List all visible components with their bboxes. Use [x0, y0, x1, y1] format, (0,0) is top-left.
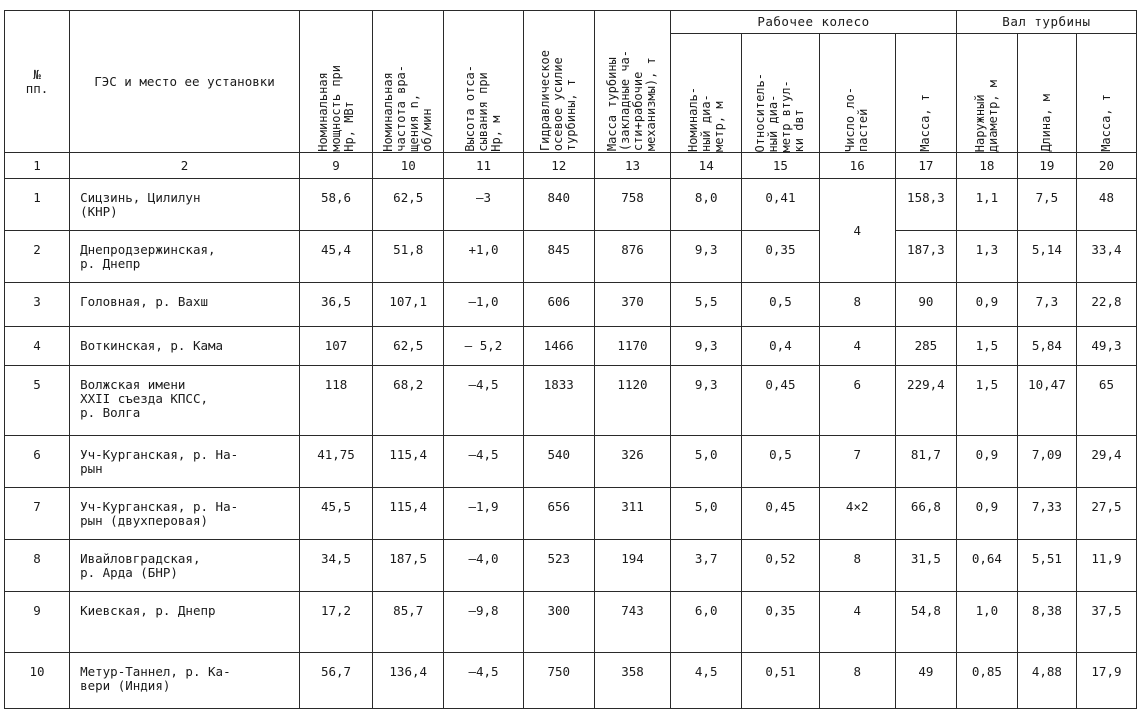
cell-shaft-diameter: 1,3	[956, 231, 1017, 283]
header-row-number: № пп.	[5, 11, 70, 153]
header-runner-mass: Масса, т	[895, 34, 956, 153]
column-number: 18	[956, 153, 1017, 179]
column-number-row	[5, 153, 1137, 179]
header-group-runner: Рабочее колесо	[671, 11, 957, 34]
column-number: 20	[1076, 153, 1136, 179]
cell-axial-force: 523	[523, 540, 594, 592]
column-number: 11	[444, 153, 523, 179]
cell-suction-height: —1,0	[444, 283, 523, 327]
header-plant-name: ГЭС и место ее установки	[70, 11, 300, 153]
cell-runner-mass: 187,3	[895, 231, 956, 283]
cell-shaft-length: 5,51	[1017, 540, 1076, 592]
cell-suction-height: —9,8	[444, 592, 523, 653]
cell-runner-diameter: 5,0	[671, 488, 742, 540]
cell-row-number: 7	[5, 488, 70, 540]
cell-shaft-diameter: 1,5	[956, 366, 1017, 436]
plant-name-text: Метур-Таннел, р. Ка- вери (Индия)	[80, 664, 231, 693]
header-shaft-diameter: Наружный диаметр, м	[956, 34, 1017, 153]
cell-plant-name	[70, 283, 300, 327]
cell-row-number: 4	[5, 327, 70, 366]
header-power: Номинальная мощность при Hр, МВт	[299, 11, 372, 153]
plant-name-text: Киевская, р. Днепр	[80, 603, 216, 618]
cell-suction-height: —4,5	[444, 653, 523, 709]
header-suction-height: Высота отса- сывания при Hр, м	[444, 11, 523, 153]
cell-plant-name	[70, 540, 300, 592]
header-shaft-length: Длина, м	[1017, 34, 1076, 153]
cell-suction-height: —4,0	[444, 540, 523, 592]
cell-shaft-mass: 29,4	[1076, 436, 1136, 488]
cell-shaft-diameter: 0,9	[956, 436, 1017, 488]
cell-suction-height: —3	[444, 179, 523, 231]
table-row	[5, 327, 1137, 366]
cell-runner-blades: 4	[819, 179, 895, 283]
cell-turbine-mass: 311	[594, 488, 670, 540]
cell-runner-mass: 90	[895, 283, 956, 327]
cell-runner-blades: 7	[819, 436, 895, 488]
column-number: 15	[742, 153, 819, 179]
cell-suction-height: —1,9	[444, 488, 523, 540]
cell-runner-diameter: 5,5	[671, 283, 742, 327]
cell-power: 45,4	[299, 231, 372, 283]
column-number: 10	[373, 153, 444, 179]
column-number: 12	[523, 153, 594, 179]
cell-shaft-mass: 65	[1076, 366, 1136, 436]
column-number: 13	[594, 153, 670, 179]
cell-runner-mass: 66,8	[895, 488, 956, 540]
cell-shaft-length: 7,3	[1017, 283, 1076, 327]
cell-frequency: 107,1	[373, 283, 444, 327]
cell-runner-hub-ratio: 0,5	[742, 436, 819, 488]
cell-runner-blades: 6	[819, 366, 895, 436]
header-runner-hub-ratio: Относитель- ный диа- метр втул- ки dвт	[742, 34, 819, 153]
table-row	[5, 366, 1137, 436]
cell-shaft-length: 5,14	[1017, 231, 1076, 283]
cell-shaft-mass: 48	[1076, 179, 1136, 231]
cell-shaft-mass: 49,3	[1076, 327, 1136, 366]
cell-runner-hub-ratio: 0,45	[742, 366, 819, 436]
cell-suction-height: —4,5	[444, 436, 523, 488]
cell-row-number: 8	[5, 540, 70, 592]
plant-name-text: Сицзинь, Цилилун (КНР)	[80, 190, 201, 219]
cell-frequency: 62,5	[373, 179, 444, 231]
cell-frequency: 136,4	[373, 653, 444, 709]
cell-runner-blades: 8	[819, 540, 895, 592]
cell-runner-blades: 4×2	[819, 488, 895, 540]
cell-shaft-mass: 33,4	[1076, 231, 1136, 283]
cell-plant-name	[70, 179, 300, 231]
cell-shaft-mass: 22,8	[1076, 283, 1136, 327]
cell-plant-name	[70, 327, 300, 366]
cell-runner-diameter: 4,5	[671, 653, 742, 709]
cell-runner-hub-ratio: 0,5	[742, 283, 819, 327]
cell-power: 107	[299, 327, 372, 366]
cell-plant-name	[70, 436, 300, 488]
cell-shaft-diameter: 0,9	[956, 283, 1017, 327]
cell-power: 41,75	[299, 436, 372, 488]
header-turbine-mass: Масса турбины (закладные ча- сти+рабочие механизмы), т	[594, 11, 670, 153]
plant-name-text: Уч-Курганская, р. На- рын (двухперовая)	[80, 499, 239, 528]
cell-row-number: 3	[5, 283, 70, 327]
table-row	[5, 436, 1137, 488]
cell-runner-diameter: 6,0	[671, 592, 742, 653]
cell-runner-mass: 31,5	[895, 540, 956, 592]
cell-runner-hub-ratio: 0,4	[742, 327, 819, 366]
cell-axial-force: 540	[523, 436, 594, 488]
cell-turbine-mass: 758	[594, 179, 670, 231]
cell-frequency: 62,5	[373, 327, 444, 366]
cell-shaft-diameter: 1,5	[956, 327, 1017, 366]
cell-turbine-mass: 743	[594, 592, 670, 653]
cell-axial-force: 1466	[523, 327, 594, 366]
cell-runner-hub-ratio: 0,45	[742, 488, 819, 540]
cell-power: 34,5	[299, 540, 372, 592]
header-runner-diameter: Номиналь- ный диа- метр, м	[671, 34, 742, 153]
cell-shaft-length: 7,09	[1017, 436, 1076, 488]
cell-shaft-mass: 17,9	[1076, 653, 1136, 709]
cell-plant-name	[70, 366, 300, 436]
column-number: 9	[299, 153, 372, 179]
cell-shaft-length: 7,5	[1017, 179, 1076, 231]
cell-row-number: 6	[5, 436, 70, 488]
column-number: 1	[5, 153, 70, 179]
cell-plant-name	[70, 231, 300, 283]
header-shaft-mass: Масса, т	[1076, 34, 1136, 153]
plant-name-text: Днепродзержинская, р. Днепр	[80, 242, 216, 271]
cell-shaft-length: 8,38	[1017, 592, 1076, 653]
cell-shaft-diameter: 1,1	[956, 179, 1017, 231]
cell-runner-hub-ratio: 0,35	[742, 231, 819, 283]
cell-turbine-mass: 370	[594, 283, 670, 327]
turbine-parameters-table	[4, 10, 1137, 709]
cell-runner-mass: 49	[895, 653, 956, 709]
cell-runner-diameter: 9,3	[671, 366, 742, 436]
cell-runner-diameter: 9,3	[671, 231, 742, 283]
cell-row-number: 1	[5, 179, 70, 231]
plant-name-text: Ивайловградская, р. Арда (БНР)	[80, 551, 201, 580]
cell-runner-diameter: 5,0	[671, 436, 742, 488]
cell-runner-diameter: 3,7	[671, 540, 742, 592]
cell-plant-name	[70, 488, 300, 540]
cell-runner-diameter: 9,3	[671, 327, 742, 366]
cell-runner-mass: 285	[895, 327, 956, 366]
cell-axial-force: 656	[523, 488, 594, 540]
cell-axial-force: 840	[523, 179, 594, 231]
cell-row-number: 9	[5, 592, 70, 653]
cell-shaft-mass: 27,5	[1076, 488, 1136, 540]
cell-shaft-diameter: 1,0	[956, 592, 1017, 653]
header-runner-blades: Число ло- пастей	[819, 34, 895, 153]
cell-runner-hub-ratio: 0,52	[742, 540, 819, 592]
header-frequency: Номинальная частота вра- щения n, об/мин	[373, 11, 444, 153]
cell-runner-blades: 8	[819, 283, 895, 327]
cell-shaft-diameter: 0,9	[956, 488, 1017, 540]
header-group-shaft: Вал турбины	[956, 11, 1136, 34]
cell-axial-force: 750	[523, 653, 594, 709]
cell-shaft-mass: 11,9	[1076, 540, 1136, 592]
cell-turbine-mass: 194	[594, 540, 670, 592]
cell-power: 17,2	[299, 592, 372, 653]
cell-shaft-length: 5,84	[1017, 327, 1076, 366]
cell-frequency: 115,4	[373, 436, 444, 488]
column-number: 19	[1017, 153, 1076, 179]
cell-runner-hub-ratio: 0,41	[742, 179, 819, 231]
cell-suction-height: —4,5	[444, 366, 523, 436]
cell-runner-blades: 8	[819, 653, 895, 709]
table-row	[5, 488, 1137, 540]
cell-runner-mass: 229,4	[895, 366, 956, 436]
cell-power: 45,5	[299, 488, 372, 540]
cell-axial-force: 300	[523, 592, 594, 653]
table-row	[5, 653, 1137, 709]
cell-runner-mass: 158,3	[895, 179, 956, 231]
cell-row-number: 10	[5, 653, 70, 709]
cell-frequency: 187,5	[373, 540, 444, 592]
cell-shaft-length: 10,47	[1017, 366, 1076, 436]
cell-turbine-mass: 358	[594, 653, 670, 709]
cell-runner-blades: 4	[819, 592, 895, 653]
plant-name-text: Волжская имени XXII съезда КПСС, р. Волга	[80, 377, 209, 420]
cell-frequency: 68,2	[373, 366, 444, 436]
cell-shaft-length: 4,88	[1017, 653, 1076, 709]
cell-shaft-diameter: 0,85	[956, 653, 1017, 709]
cell-turbine-mass: 1120	[594, 366, 670, 436]
cell-frequency: 115,4	[373, 488, 444, 540]
table-row	[5, 592, 1137, 653]
cell-runner-hub-ratio: 0,35	[742, 592, 819, 653]
cell-shaft-diameter: 0,64	[956, 540, 1017, 592]
cell-frequency: 51,8	[373, 231, 444, 283]
table-row	[5, 283, 1137, 327]
table-row	[5, 540, 1137, 592]
cell-axial-force: 845	[523, 231, 594, 283]
cell-shaft-mass: 37,5	[1076, 592, 1136, 653]
cell-plant-name	[70, 592, 300, 653]
cell-row-number: 2	[5, 231, 70, 283]
cell-runner-hub-ratio: 0,51	[742, 653, 819, 709]
cell-plant-name	[70, 653, 300, 709]
plant-name-text: Головная, р. Вахш	[80, 294, 209, 309]
table-row	[5, 179, 1137, 231]
cell-row-number: 5	[5, 366, 70, 436]
cell-runner-blades: 4	[819, 327, 895, 366]
cell-power: 118	[299, 366, 372, 436]
cell-turbine-mass: 1170	[594, 327, 670, 366]
plant-name-text: Воткинская, р. Кама	[80, 338, 224, 353]
column-number: 14	[671, 153, 742, 179]
cell-runner-diameter: 8,0	[671, 179, 742, 231]
cell-runner-mass: 81,7	[895, 436, 956, 488]
plant-name-text: Уч-Курганская, р. На- рын	[80, 447, 239, 476]
cell-axial-force: 606	[523, 283, 594, 327]
cell-suction-height: +1,0	[444, 231, 523, 283]
cell-runner-mass: 54,8	[895, 592, 956, 653]
cell-power: 36,5	[299, 283, 372, 327]
cell-power: 56,7	[299, 653, 372, 709]
cell-axial-force: 1833	[523, 366, 594, 436]
column-number: 16	[819, 153, 895, 179]
cell-turbine-mass: 876	[594, 231, 670, 283]
cell-shaft-length: 7,33	[1017, 488, 1076, 540]
cell-suction-height: — 5,2	[444, 327, 523, 366]
cell-power: 58,6	[299, 179, 372, 231]
header-axial-force: Гидравлическое осевое усилие турбины, т	[523, 11, 594, 153]
cell-turbine-mass: 326	[594, 436, 670, 488]
cell-frequency: 85,7	[373, 592, 444, 653]
table-row	[5, 231, 1137, 283]
column-number: 17	[895, 153, 956, 179]
column-number: 2	[70, 153, 300, 179]
